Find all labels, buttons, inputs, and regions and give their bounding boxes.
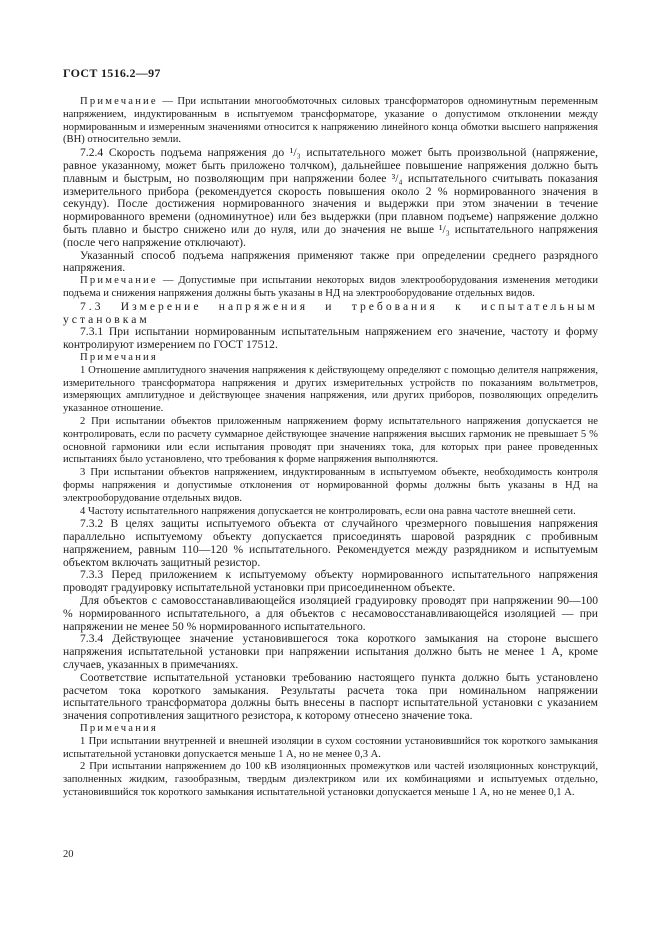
paragraph: 1 Отношение амплитудного значения напряжения к действующему определяют с помощью делителя напряжения, измерительного трансформатора напряжения и других измерительных устройств по показаниям вольтметров, измеряющих амплитудное и действующее значения напряжения, или других приборов, позволяющих определить указанное отношение. [63, 364, 598, 415]
document-body [63, 96, 598, 800]
page-number: 20 [63, 849, 74, 860]
paragraph [63, 723, 598, 736]
paragraph: Примечание — Допустимые при испытании некоторых видов электрооборудования изменения методики подъема и снижения напряжения должны быть указаны в НД на электрооборудование отдельных видов. [63, 275, 598, 299]
paragraph: 7.2.4 Скорость подъема напряжения до ¹/₃ испытательного может быть произвольной (напряжение, равное указанному, может быть приложено толчком), дальнейшее повышение напряжения должно быть плавным и быстрым, но позволяющим при напряжении более ³/₄ испытательного считывать показания измерительного прибора (рекомендуется скорость повышения около 2 % нормированного значения в секунду). После достижения нормированного значения и выдержки при этом значении в течение нормированного времени (одноминутное) или без выдержки (при плавном подъеме) напряжение должно быть плавно и быстро снижено или до нуля, или до значения не выше ¹/₃ испытательного напряжения (после чего напряжение отключают). [63, 146, 598, 249]
paragraph: 3 При испытании объектов напряжением, индуктированным в испытуемом объекте, необходимость контроля формы напряжения и допустимые отклонения от нормированной формы должны быть указаны в НД на электрооборудование отдельных видов. [63, 467, 598, 504]
paragraph: 2 При испытании объектов приложенным напряжением форму испытательного напряжения допускается не контролировать, если по расчету суммарное действующее значение напряжения высших гармоник не превышает 5 % основной гармоники или если испытания проводят при значениях тока, для которых при ранее проведенных испытаниях было установлено, что требования к форме напряжения выполняются. [63, 415, 598, 466]
paragraph: 7.3.3 Перед приложением к испытуемому объекту нормированного испытательного напряжения проводят градуировку испытательной установки при присоединенном объекте. [63, 568, 598, 595]
paragraph: Для объектов с самовосстанавливающейся изоляцией градуировку проводят при напряжении 90—100 % нормированного испытательного, а для объектов с несамовосстанавливающейся изоляцией — при напряжении не менее 50 % нормированного испытательного. [63, 594, 598, 633]
note-label: Примечание [80, 275, 158, 287]
paragraph: 7.3.2 В целях защиты испытуемого объекта от случайного чрезмерного повышения напряжения параллельно испытуемому объекту допускается присоединять шаровой разрядник с пробивным напряжением, равным 110—120 % испытательного. Рекомендуется между разрядником и испытуемым объектом включать защитный резистор. [63, 517, 598, 569]
paragraph: Примечание — При испытании многообмоточных силовых трансформаторов одноминутным переменным напряжением, индуктированным в испытуемом трансформаторе, указание о допустимом отклонении между нормированным и измеренным значениями относится к напряжению линейного конца обмотки высшего напряжения (ВН) относительно земли. [63, 96, 598, 146]
note-label: Примечания [80, 351, 158, 363]
paragraph: 7.3.1 При испытании нормированным испытательным напряжением его значение, частоту и форму контролируют измерением по ГОСТ 17512. [63, 325, 598, 352]
section-heading: 7.3 Измерение напряжения и требования к испытательным установкам [63, 299, 598, 326]
paragraph: 4 Частоту испытательного напряжения допускается не контролировать, если она равна частоте внешней сети. [80, 505, 576, 517]
paragraph: 2 При испытании напряжением до 100 кВ изоляционных промежутков или частей изоляционных конструкций, заполненных жидким, газообразным, твердым диэлектриком или их комбинациями и испытуемых отдельно, установившийся ток короткого замыкания испытательной установки допускается меньше 1 А, но не менее 0,1 А. [63, 761, 598, 799]
note-label: Примечания [80, 723, 158, 735]
paragraph: Указанный способ подъема напряжения применяют также при определении среднего разрядного напряжения. [63, 248, 598, 275]
paragraph: 7.3.4 Действующее значение установившегося тока короткого замыкания на стороне высшего напряжения испытательной установки при напряжении испытания должно быть не менее 1 А, кроме случаев, указанных в примечаниях. [63, 632, 598, 672]
note-label: Примечание [80, 96, 158, 107]
paragraph [63, 352, 598, 365]
paragraph: Соответствие испытательной установки требованию настоящего пункта должно быть установлено расчетом тока короткого замыкания. Результаты расчета тока при номинальном напряжении испытательного трансформатора должны быть внесены в паспорт испытательной установки с указанием значения сопротивления защитного резистора, к которому отнесено значение тока. [63, 670, 598, 723]
document-header: ГОСТ 1516.2—97 [63, 66, 161, 80]
document-content [63, 66, 598, 800]
paragraph: 1 При испытании внутренней и внешней изоляции в сухом состоянии установившийся ток короткого замыкания испытательной установки допускается меньше 1 А, но не менее 0,3 А. [63, 735, 598, 760]
